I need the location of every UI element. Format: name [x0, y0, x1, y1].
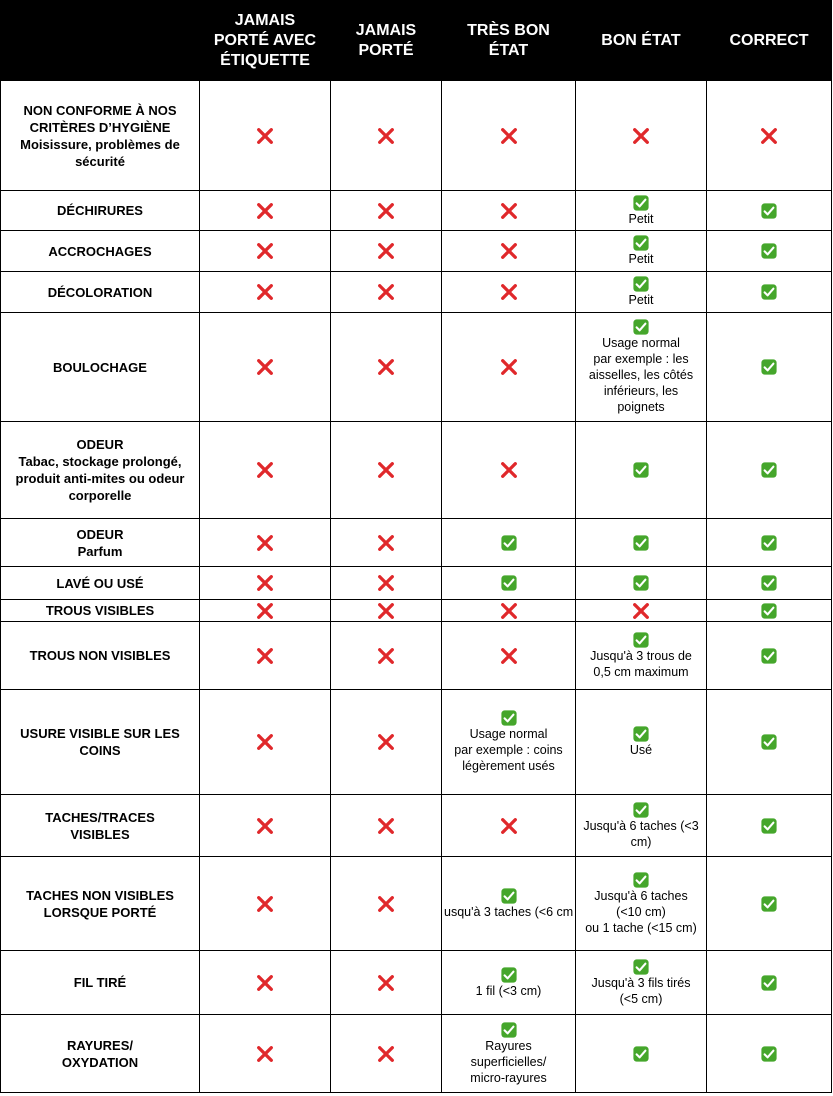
status-cell-jamais-porte-avec-etiquette	[200, 1015, 331, 1093]
cross-icon	[256, 817, 274, 835]
status-cell-jamais-porte	[331, 422, 442, 519]
status-cell-correct	[707, 231, 832, 272]
check-icon	[501, 535, 517, 551]
status-cell-jamais-porte	[331, 519, 442, 567]
status-cell-bon-etat	[576, 422, 707, 519]
status-cell-jamais-porte	[331, 231, 442, 272]
status-note: 0,5 cm maximum	[593, 664, 689, 679]
criterion-title: ODEUR	[76, 526, 124, 542]
status-cell-tres-bon-etat	[442, 422, 576, 519]
cross-icon	[377, 242, 395, 260]
column-header-correct	[707, 1, 832, 81]
status-cell-bon-etat	[576, 622, 707, 690]
cross-icon	[500, 817, 518, 835]
status-note: 1 fil (<3 cm)	[475, 983, 542, 998]
status-cell-bon-etat	[576, 600, 707, 622]
cross-icon	[760, 127, 778, 145]
status-cell-bon-etat	[576, 191, 707, 231]
cross-icon	[256, 602, 274, 620]
status-note: aisselles, les côtés	[588, 368, 694, 382]
cross-icon	[256, 461, 274, 479]
status-cell-jamais-porte	[331, 795, 442, 857]
status-cell-correct	[707, 81, 832, 191]
status-cell-correct	[707, 519, 832, 567]
criterion-subtitle: sécurité	[75, 153, 125, 169]
check-icon	[633, 632, 649, 648]
status-note: (<10 cm)	[616, 904, 666, 919]
status-cell-jamais-porte-avec-etiquette	[200, 951, 331, 1015]
status-cell-jamais-porte	[331, 1015, 442, 1093]
table-row	[1, 951, 832, 1015]
table-row	[1, 795, 832, 857]
status-note: usqu'à 3 taches (<6 cm	[444, 904, 574, 919]
status-cell-bon-etat	[576, 81, 707, 191]
status-note: Petit	[628, 211, 654, 226]
status-cell-tres-bon-etat	[442, 951, 576, 1015]
table-header	[1, 1, 832, 81]
status-note: Jusqu'à 6 taches (<3	[583, 818, 699, 833]
criterion-title: BOULOCHAGE	[53, 359, 147, 375]
status-note: ou 1 tache (<15 cm)	[585, 920, 697, 935]
status-cell-tres-bon-etat	[442, 857, 576, 951]
cross-icon	[377, 602, 395, 620]
criterion-cell	[1, 622, 200, 690]
table-row	[1, 690, 832, 795]
check-icon	[761, 462, 777, 478]
criterion-title: ACCROCHAGES	[48, 243, 152, 259]
cross-icon	[500, 202, 518, 220]
table-row	[1, 422, 832, 519]
status-cell-jamais-porte-avec-etiquette	[200, 622, 331, 690]
criterion-cell	[1, 422, 200, 519]
column-header-label-line: ÉTIQUETTE	[220, 51, 310, 69]
status-note: Jusqu'à 3 trous de	[590, 648, 692, 663]
cross-icon	[500, 602, 518, 620]
status-cell-bon-etat	[576, 567, 707, 600]
check-icon	[633, 872, 649, 888]
status-cell-tres-bon-etat	[442, 313, 576, 422]
status-cell-jamais-porte	[331, 951, 442, 1015]
criterion-cell	[1, 231, 200, 272]
status-cell-correct	[707, 600, 832, 622]
status-cell-correct	[707, 1015, 832, 1093]
status-note: poignets	[617, 400, 665, 414]
check-icon	[761, 243, 777, 259]
column-header-jamais-porte	[331, 1, 442, 81]
table-row	[1, 519, 832, 567]
status-note: Petit	[628, 252, 654, 266]
status-cell-bon-etat	[576, 795, 707, 857]
status-cell-jamais-porte-avec-etiquette	[200, 191, 331, 231]
status-cell-jamais-porte	[331, 313, 442, 422]
cross-icon	[377, 358, 395, 376]
check-icon	[633, 1046, 649, 1062]
criterion-title: VISIBLES	[70, 826, 130, 842]
criterion-cell	[1, 951, 200, 1015]
criterion-subtitle: Parfum	[77, 543, 123, 559]
cross-icon	[256, 974, 274, 992]
table-row	[1, 857, 832, 951]
check-icon	[501, 710, 517, 726]
cross-icon	[256, 895, 274, 913]
check-icon	[761, 896, 777, 912]
cross-icon	[500, 647, 518, 665]
criterion-cell	[1, 857, 200, 951]
status-cell-jamais-porte-avec-etiquette	[200, 567, 331, 600]
cross-icon	[256, 283, 274, 301]
status-cell-correct	[707, 857, 832, 951]
status-cell-jamais-porte-avec-etiquette	[200, 600, 331, 622]
status-cell-correct	[707, 191, 832, 231]
table-row	[1, 622, 832, 690]
cross-icon	[377, 202, 395, 220]
status-cell-jamais-porte-avec-etiquette	[200, 231, 331, 272]
criterion-title: DÉCOLORATION	[47, 284, 153, 300]
status-note: (<5 cm)	[619, 991, 663, 1006]
status-cell-jamais-porte	[331, 690, 442, 795]
check-icon	[633, 195, 649, 211]
criterion-subtitle: produit anti-mites ou odeur	[15, 471, 185, 486]
status-cell-tres-bon-etat	[442, 191, 576, 231]
status-cell-correct	[707, 422, 832, 519]
check-icon	[761, 1046, 777, 1062]
status-cell-jamais-porte-avec-etiquette	[200, 81, 331, 191]
status-note: micro-rayures	[470, 1070, 547, 1085]
status-cell-jamais-porte	[331, 600, 442, 622]
check-icon	[761, 203, 777, 219]
status-cell-bon-etat	[576, 1015, 707, 1093]
criterion-cell	[1, 600, 200, 622]
cross-icon	[377, 574, 395, 592]
table-row	[1, 272, 832, 313]
criterion-title: ODEUR	[76, 437, 124, 452]
status-note: Jusqu'à 3 fils tirés	[591, 975, 691, 990]
criterion-title: COINS	[79, 743, 121, 758]
criterion-title: TACHES NON VISIBLES	[26, 887, 174, 903]
cross-icon	[256, 242, 274, 260]
status-cell-jamais-porte	[331, 857, 442, 951]
column-header-label-line: PORTÉ	[358, 41, 414, 59]
cross-icon	[632, 602, 650, 620]
check-icon	[633, 802, 649, 818]
check-icon	[633, 726, 649, 742]
criterion-title: OXYDATION	[61, 1054, 139, 1070]
column-header-bon-etat	[576, 1, 707, 81]
cross-icon	[256, 574, 274, 592]
criterion-title: NON CONFORME À NOS	[23, 102, 177, 118]
header-row	[1, 1, 832, 81]
cross-icon	[500, 127, 518, 145]
status-cell-tres-bon-etat	[442, 622, 576, 690]
status-cell-jamais-porte-avec-etiquette	[200, 272, 331, 313]
status-cell-tres-bon-etat	[442, 600, 576, 622]
table-row	[1, 313, 832, 422]
check-icon	[633, 535, 649, 551]
cross-icon	[377, 1045, 395, 1063]
cross-icon	[256, 127, 274, 145]
check-icon	[761, 975, 777, 991]
status-cell-tres-bon-etat	[442, 272, 576, 313]
column-header-label-line: CORRECT	[729, 31, 809, 49]
status-note: Rayures	[485, 1038, 532, 1053]
criterion-cell	[1, 272, 200, 313]
status-cell-jamais-porte-avec-etiquette	[200, 422, 331, 519]
criterion-title: RAYURES/	[67, 1037, 133, 1053]
status-cell-jamais-porte-avec-etiquette	[200, 795, 331, 857]
table-row	[1, 1015, 832, 1093]
status-cell-correct	[707, 951, 832, 1015]
cross-icon	[500, 283, 518, 301]
check-icon	[633, 235, 649, 251]
cross-icon	[500, 242, 518, 260]
status-cell-jamais-porte-avec-etiquette	[200, 519, 331, 567]
criterion-title: FIL TIRÉ	[73, 975, 127, 990]
cross-icon	[256, 1045, 274, 1063]
check-icon	[633, 959, 649, 975]
cross-icon	[377, 534, 395, 552]
status-cell-bon-etat	[576, 231, 707, 272]
check-icon	[761, 603, 777, 619]
criterion-title: LAVÉ OU USÉ	[56, 575, 144, 591]
status-note: par exemple : coins	[454, 743, 563, 757]
check-icon	[761, 648, 777, 664]
status-cell-correct	[707, 272, 832, 313]
status-cell-tres-bon-etat	[442, 690, 576, 795]
criterion-title: TROUS NON VISIBLES	[29, 648, 171, 663]
column-header-jamais-porte-avec-etiquette	[200, 1, 331, 81]
status-note: Usé	[629, 743, 653, 757]
cross-icon	[256, 358, 274, 376]
column-header-label-line: ÉTAT	[488, 41, 529, 59]
status-cell-jamais-porte-avec-etiquette	[200, 313, 331, 422]
status-note: Usage normal	[469, 727, 548, 741]
cross-icon	[256, 534, 274, 552]
check-icon	[501, 1022, 517, 1038]
status-cell-bon-etat	[576, 272, 707, 313]
cross-icon	[377, 733, 395, 751]
check-icon	[501, 888, 517, 904]
status-note: inférieurs, les	[603, 384, 679, 398]
status-note: Jusqu'à 6 taches	[594, 888, 688, 903]
status-cell-correct	[707, 313, 832, 422]
criterion-cell	[1, 690, 200, 795]
criterion-cell	[1, 519, 200, 567]
check-icon	[633, 462, 649, 478]
criterion-title: LORSQUE PORTÉ	[43, 904, 157, 920]
criterion-title: TACHES/TRACES	[45, 809, 155, 825]
status-cell-tres-bon-etat	[442, 81, 576, 191]
criterion-subtitle: Moisissure, problèmes de	[20, 136, 180, 152]
check-icon	[761, 734, 777, 750]
criterion-title: CRITÈRES D’HYGIÈNE	[29, 119, 171, 135]
criterion-cell	[1, 191, 200, 231]
column-header-label-line: BON ÉTAT	[601, 31, 681, 49]
cross-icon	[500, 461, 518, 479]
column-header-tres-bon-etat	[442, 1, 576, 81]
column-header-label-line: JAMAIS	[234, 11, 296, 29]
table-row	[1, 81, 832, 191]
cross-icon	[377, 283, 395, 301]
status-note: cm)	[630, 834, 652, 849]
status-cell-jamais-porte	[331, 191, 442, 231]
check-icon	[761, 284, 777, 300]
check-icon	[633, 319, 649, 335]
status-cell-bon-etat	[576, 519, 707, 567]
cross-icon	[500, 358, 518, 376]
check-icon	[761, 575, 777, 591]
status-cell-tres-bon-etat	[442, 795, 576, 857]
status-cell-bon-etat	[576, 690, 707, 795]
criterion-cell	[1, 567, 200, 600]
criterion-cell	[1, 81, 200, 191]
criterion-cell	[1, 795, 200, 857]
header-corner-cell	[1, 1, 200, 81]
status-cell-bon-etat	[576, 313, 707, 422]
check-icon	[761, 535, 777, 551]
cross-icon	[377, 817, 395, 835]
status-note: par exemple : les	[593, 352, 689, 366]
check-icon	[761, 818, 777, 834]
cross-icon	[256, 647, 274, 665]
status-cell-tres-bon-etat	[442, 1015, 576, 1093]
status-cell-jamais-porte-avec-etiquette	[200, 857, 331, 951]
table-row	[1, 600, 832, 622]
criterion-title: TROUS VISIBLES	[45, 603, 155, 618]
column-header-label-line: TRÈS BON	[467, 21, 550, 39]
table-row	[1, 567, 832, 600]
cross-icon	[377, 461, 395, 479]
status-note: Petit	[628, 293, 654, 307]
status-cell-correct	[707, 795, 832, 857]
table-body	[1, 81, 832, 1093]
status-cell-tres-bon-etat	[442, 567, 576, 600]
cross-icon	[256, 733, 274, 751]
table-row	[1, 231, 832, 272]
column-header-label-line: PORTÉ AVEC	[213, 31, 317, 49]
criterion-subtitle: corporelle	[68, 488, 132, 503]
check-icon	[761, 359, 777, 375]
status-cell-correct	[707, 567, 832, 600]
status-cell-correct	[707, 690, 832, 795]
criterion-cell	[1, 1015, 200, 1093]
criterion-cell	[1, 313, 200, 422]
status-note: Usage normal	[602, 336, 680, 350]
check-icon	[633, 276, 649, 292]
cross-icon	[377, 127, 395, 145]
cross-icon	[377, 647, 395, 665]
cross-icon	[632, 127, 650, 145]
status-cell-jamais-porte	[331, 272, 442, 313]
status-cell-tres-bon-etat	[442, 231, 576, 272]
check-icon	[501, 967, 517, 983]
status-cell-jamais-porte	[331, 567, 442, 600]
status-cell-jamais-porte	[331, 622, 442, 690]
criterion-title: DÉCHIRURES	[57, 203, 143, 218]
status-cell-correct	[707, 622, 832, 690]
status-cell-bon-etat	[576, 857, 707, 951]
table-row	[1, 191, 832, 231]
status-cell-jamais-porte	[331, 81, 442, 191]
status-cell-jamais-porte-avec-etiquette	[200, 690, 331, 795]
status-note: superficielles/	[470, 1054, 547, 1069]
cross-icon	[377, 974, 395, 992]
status-cell-bon-etat	[576, 951, 707, 1015]
status-cell-tres-bon-etat	[442, 519, 576, 567]
cross-icon	[256, 202, 274, 220]
criterion-title: USURE VISIBLE SUR LES	[20, 726, 180, 741]
check-icon	[501, 575, 517, 591]
column-header-label-line: JAMAIS	[355, 21, 417, 39]
status-note: légèrement usés	[462, 759, 555, 773]
cross-icon	[377, 895, 395, 913]
check-icon	[633, 575, 649, 591]
criterion-subtitle: Tabac, stockage prolongé,	[18, 454, 182, 469]
